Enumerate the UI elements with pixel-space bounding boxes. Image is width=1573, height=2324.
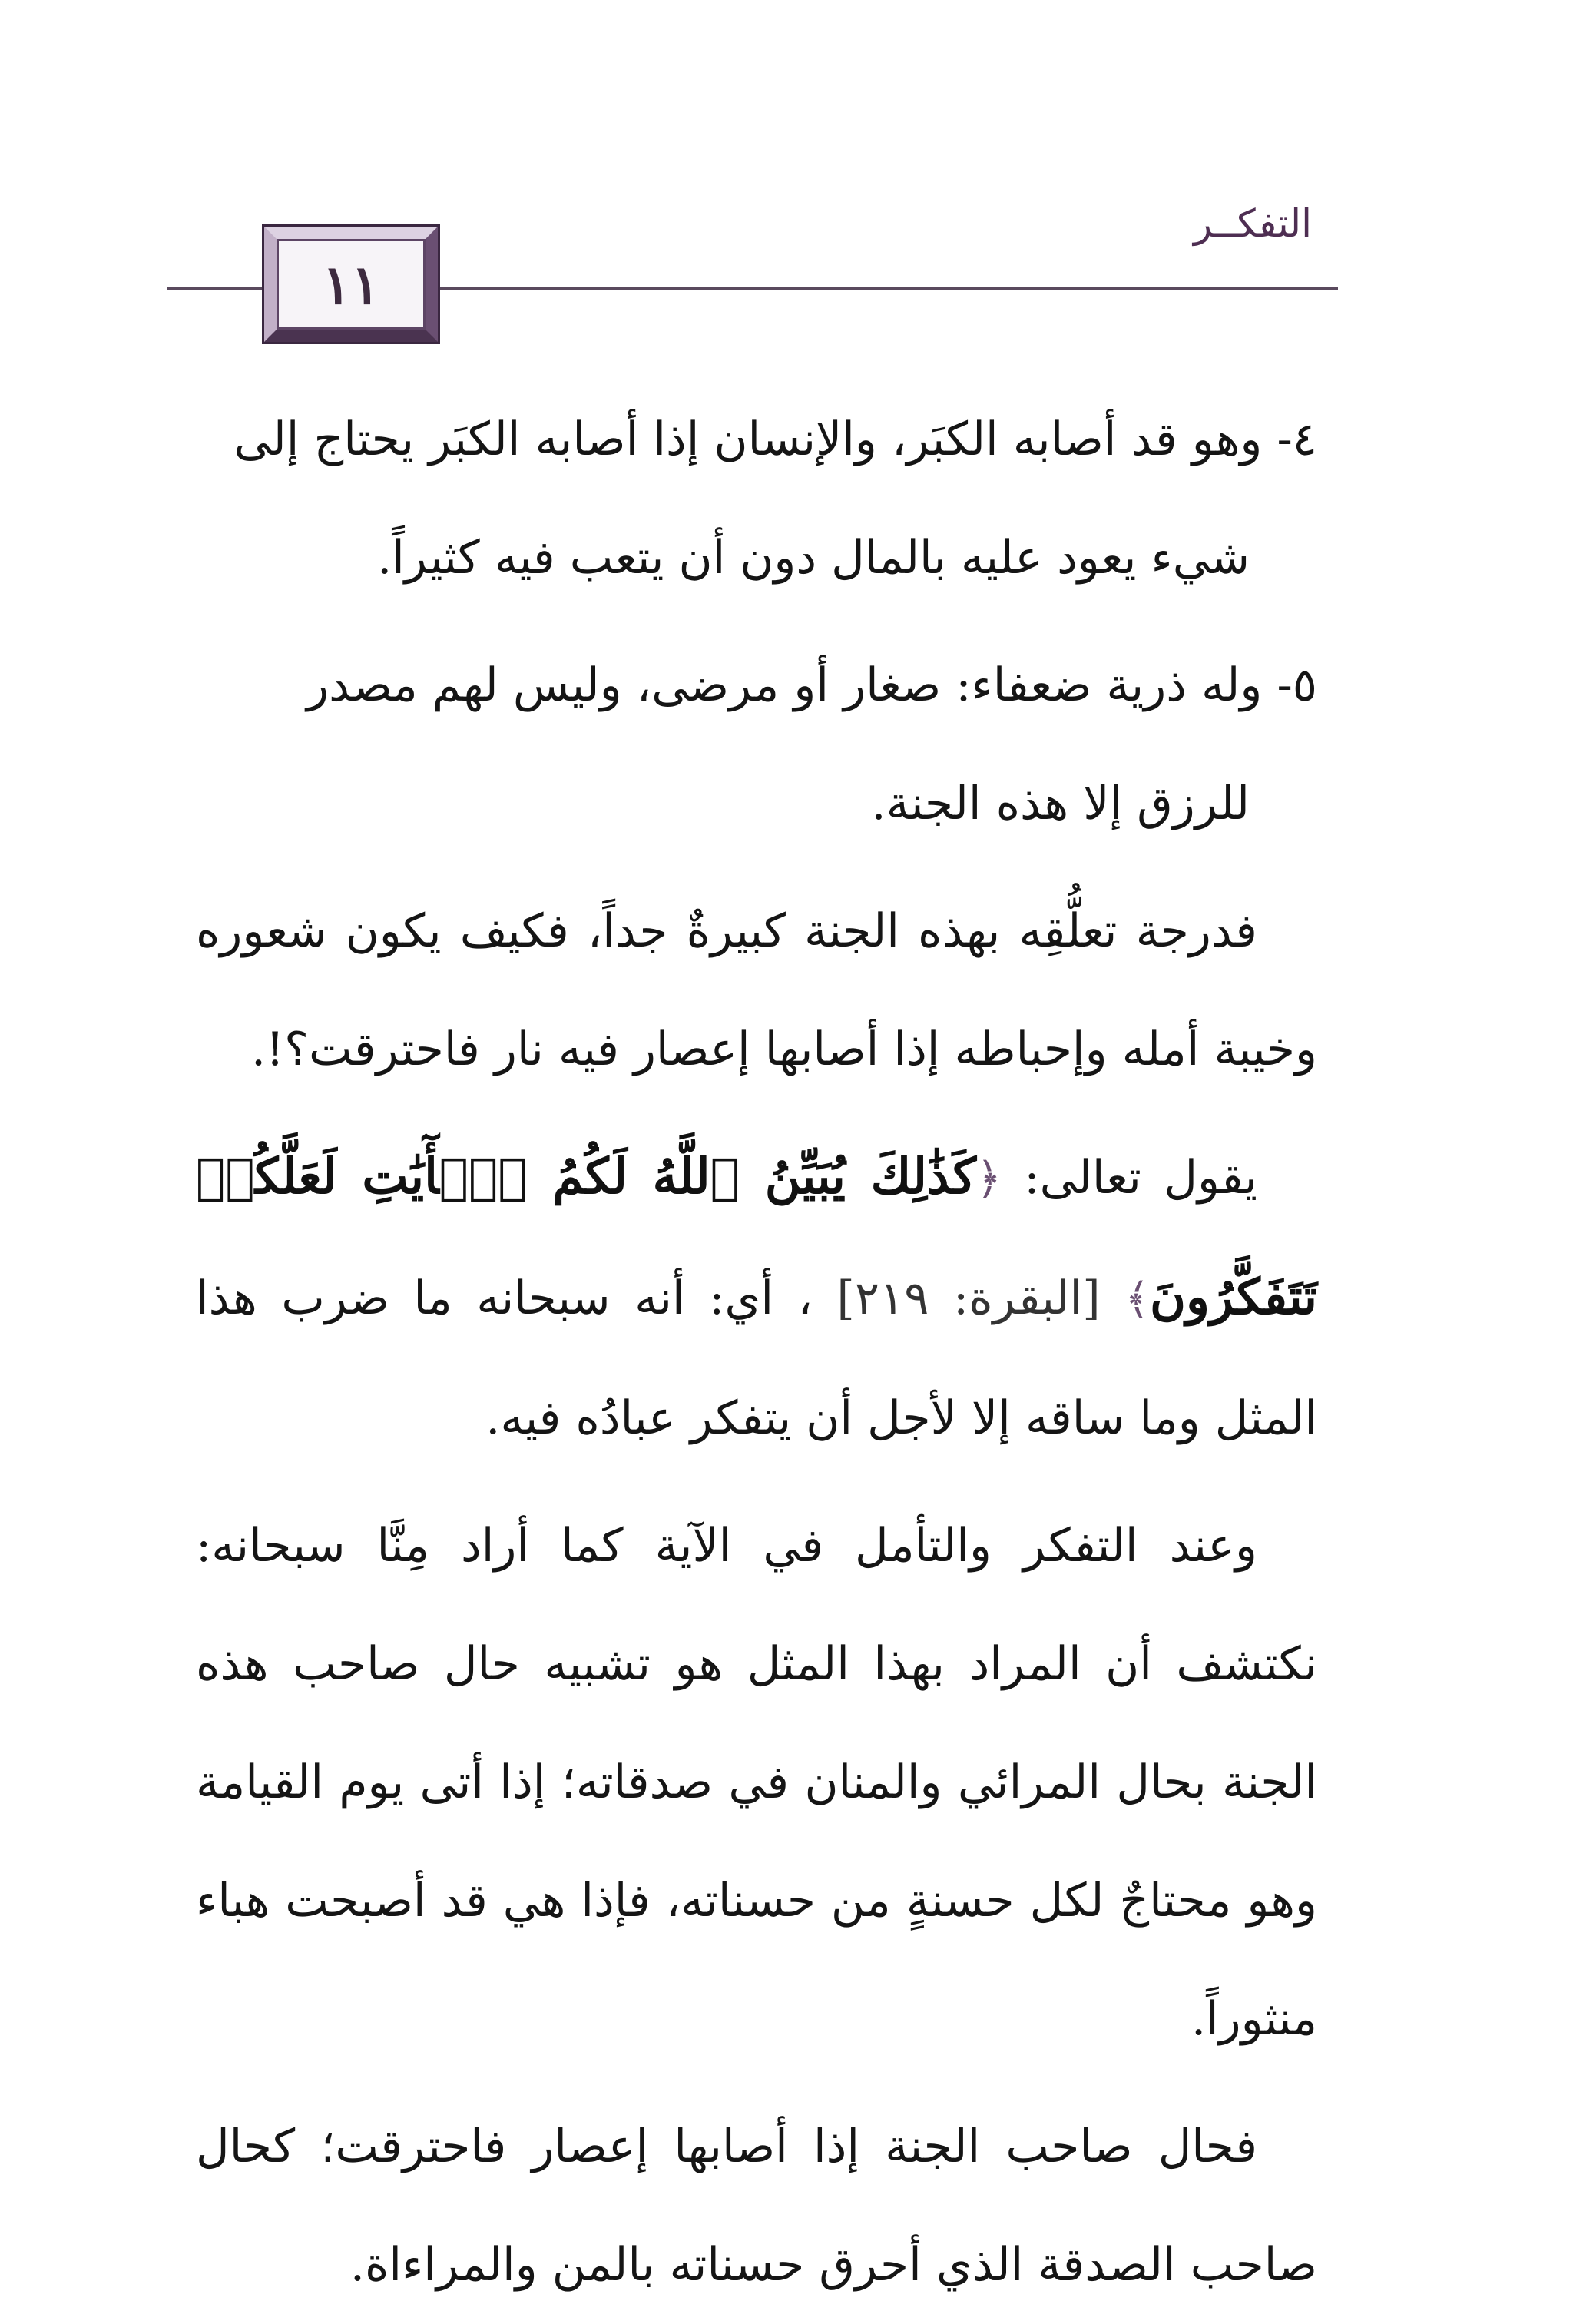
list-item-5 bbox=[196, 626, 1317, 744]
list-item-4-line-1: ٤- وهو قد أصابه الكبَر، والإنسان إذا أصابه الكبَر يحتاج إلى bbox=[233, 413, 1317, 466]
page-number: ١١ bbox=[322, 252, 380, 317]
page-body bbox=[196, 380, 1317, 2324]
verse-explanation: ، أي: أنه سبحانه ما ضرب هذا المثل وما ساقه إلا لأجل أن يتفكر عبادُه فيه. bbox=[196, 1271, 1317, 1445]
paragraph-attachment: فدرجة تعلُّقِه بهذه الجنة كبيرةٌ جداً، فكيف يكون شعوره وخيبة أمله وإحباطه إذا أصابها إعصار فيه نار فاحترقت؟!. bbox=[196, 904, 1317, 1076]
paragraph-verse bbox=[196, 1118, 1317, 1477]
list-item-5-continuation bbox=[196, 744, 1317, 863]
verse-reference: [البقرة: ٢١٩] bbox=[836, 1271, 1101, 1325]
quran-verse: كَذَٰلِكَ يُبَيِّنُ ٱللَّهُ لَكُمُ ٱلۡأٓيَٰتِ لَعَلَّكُمۡ تَتَفَكَّرُونَ bbox=[196, 1148, 1318, 1326]
list-item-5-line-1: ٥- وله ذرية ضعفاء: صغار أو مرضى، وليس لهم مصدر bbox=[306, 658, 1317, 712]
paragraph-conclusion: فحال صاحب الجنة إذا أصابها إعصار فاحترقت؛ كحال صاحب الصدقة الذي أحرق حسناته بالمن والمراءاة. bbox=[196, 2120, 1317, 2292]
list-item-4-line-2: شيء يعود عليه بالمال دون أن يتعب فيه كثيراً. bbox=[377, 531, 1250, 585]
list-item-4 bbox=[196, 380, 1317, 499]
verse-open-bracket: ﴿ bbox=[976, 1154, 1002, 1204]
page-number-frame bbox=[264, 227, 438, 342]
running-title: التفكــر bbox=[1193, 201, 1312, 246]
verse-intro: يقول تعالى: bbox=[1024, 1151, 1257, 1205]
paragraph-reflection: وعند التفكر والتأمل في الآية كما أراد مِنَّا سبحانه: نكتشف أن المراد بهذا المثل هو تشبيه حال صاحب هذه الجنة بحال المرائي والمنان في صدقاته؛ إذا أتى يوم القيامة وهو محتاجٌ لكل حسنةٍ من حسناته، فإذا هي قد أصبحت هباء منثوراً. bbox=[196, 1519, 1317, 2046]
list-item-5-line-2: للرزق إلا هذه الجنة. bbox=[871, 777, 1250, 830]
list-item-4-continuation bbox=[196, 499, 1317, 617]
verse-close-bracket: ﴾ bbox=[1124, 1275, 1150, 1324]
